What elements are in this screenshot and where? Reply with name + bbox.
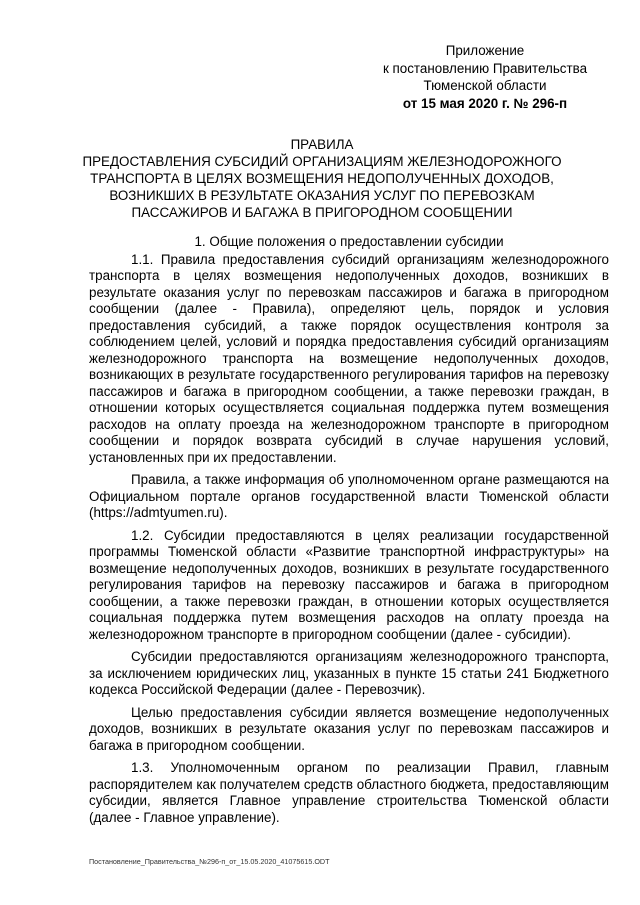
- title-line: ВОЗНИКШИХ В РЕЗУЛЬТАТЕ ОКАЗАНИЯ УСЛУГ ПО ПЕРЕВОЗКАМ: [109, 188, 535, 203]
- title-line: ПРАВИЛА: [290, 137, 354, 152]
- title-line: ПРЕДОСТАВЛЕНИЯ СУБСИДИЙ ОРГАНИЗАЦИЯМ ЖЕЛЕЗНОДОРОЖНОГО: [82, 154, 562, 169]
- paragraph: Субсидии предоставляются организациям железнодорожного транспорта, за исключением юридических лиц, указанных в пункте 15 статьи 241 Бюджетного кодекса Российской Федерации (далее - Перевозчик).: [89, 649, 609, 697]
- annex-block: [360, 42, 610, 112]
- document-title: [82, 136, 562, 221]
- section-heading: 1. Общие положения о предоставлении субсидии: [194, 234, 504, 249]
- annex-line: Тюменской области: [423, 78, 547, 93]
- title-line: ТРАНСПОРТА В ЦЕЛЯХ ВОЗМЕЩЕНИЯ НЕДОПОЛУЧЕННЫХ ДОХОДОВ,: [90, 171, 554, 186]
- paragraph: 1.3. Уполномоченным органом по реализации Правил, главным распорядителем как получателем средств областного бюджета, предоставляющим субсидии, является Главное управление строительства Тюменской области (далее - Главное управление).: [89, 760, 609, 825]
- title-line: ПАССАЖИРОВ И БАГАЖА В ПРИГОРОДНОМ СООБЩЕНИИ: [131, 205, 513, 220]
- paragraph: Правила, а также информация об уполномоченном органе размещаются на Официальном портале органов государственной власти Тюменской области (https://admtyumen.ru).: [89, 472, 609, 520]
- paragraph: 1.1. Правила предоставления субсидий организациям железнодорожного транспорта в целях возмещения недополученных доходов, возникших в результате оказания услуг по перевозкам пассажиров и багажа в пригородном сообщении (далее - Правила), определяют цель, порядок и условия предоставления субсидий, а также порядок осуществления контроля за соблюдением целей, условий и порядка предоставления субсидий организациям железнодорожного транспорта на возмещение недополученных доходов, возникающих в результате государственного регулирования тарифов на перевозку пассажиров и багажа в пригородном сообщении, а также перевозки граждан, в отношении которых осуществляется социальная поддержка путем возмещения расходов на оплату проезда на железнодорожном транспорте в пригородном сообщении и порядок возврата субсидий в случае нарушения условий, установленных при их предоставлении.: [89, 251, 609, 465]
- annex-date: от 15 мая 2020 г. № 296-п: [402, 95, 568, 111]
- paragraph: 1.2. Субсидии предоставляются в целях реализации государственной программы Тюменской области «Развитие транспортной инфраструктуры» на возмещение недополученных доходов, возникших в результате государственного регулирования тарифов на перевозку пассажиров и багажа в пригородном сообщении, а также перевозки граждан, в отношении которых осуществляется социальная поддержка путем возмещения расходов на оплату проезда на железнодорожном транспорте в пригородном сообщении (далее - субсидии).: [89, 527, 609, 642]
- annex-line: Приложение: [445, 43, 525, 58]
- paragraph: Целью предоставления субсидии является возмещение недополученных доходов, возникших в результате оказания услуг по перевозкам пассажиров и багажа в пригородном сообщении.: [89, 704, 609, 753]
- document-body: [89, 234, 609, 832]
- footer-filename: Постановление_Правительства_№296-п_от_15.05.2020_41075615.ODT: [89, 857, 330, 866]
- annex-line: к постановлению Правительства: [382, 60, 588, 76]
